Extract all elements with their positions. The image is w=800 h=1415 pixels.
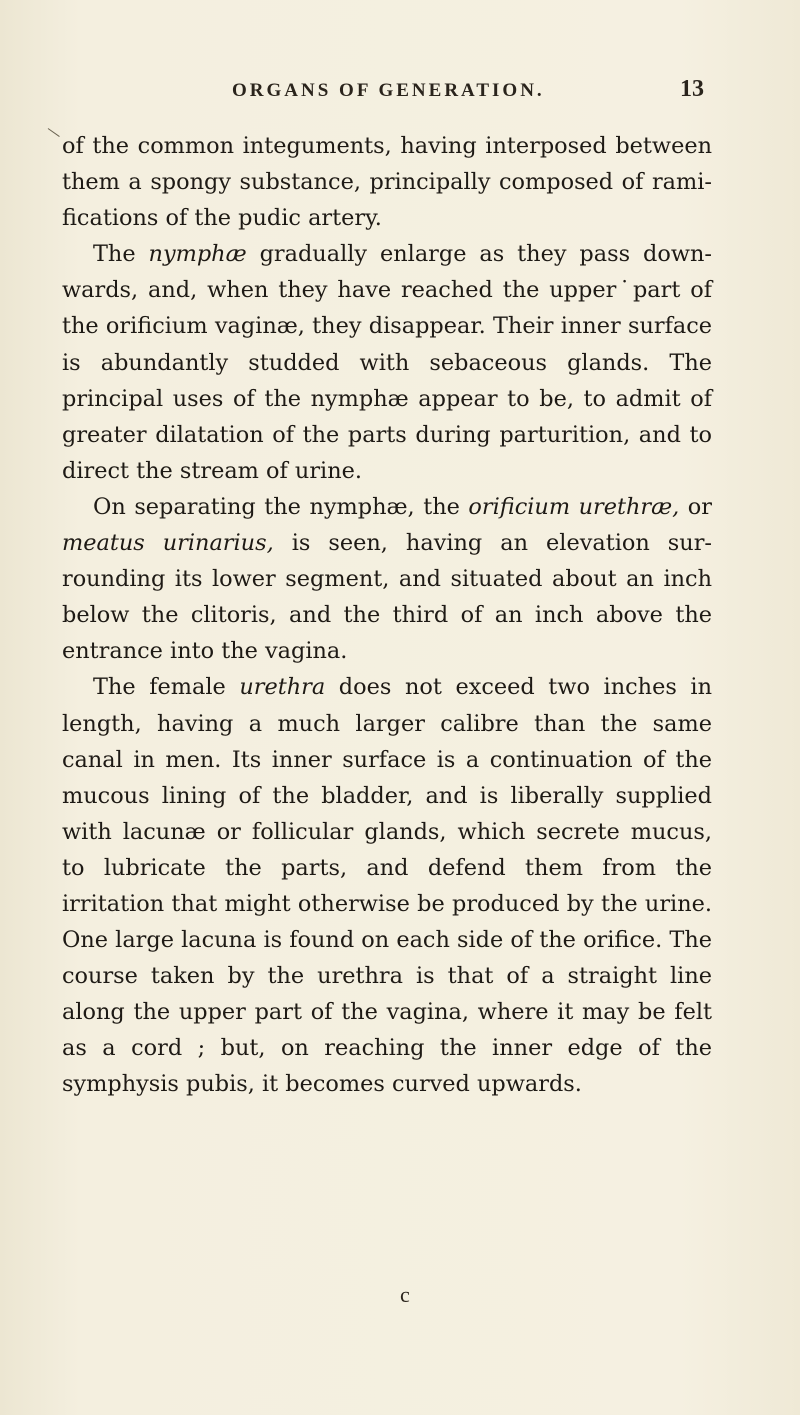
paragraph-4-italic: urethra (239, 674, 326, 701)
paragraph-3 (62, 489, 712, 669)
paragraph-4-text: The female (93, 674, 240, 701)
paragraph-1-text: of the common integuments, having interposed between them a spongy substance, principally composed of ramifications of the pudic artery. (62, 133, 712, 232)
paragraph-3-text: is seen, having an elevation surrounding its lower segment, and situated about an inch below the clitoris, and the third of an inch above the entrance into the vagina. (62, 530, 712, 665)
corner-mark (48, 128, 60, 137)
paragraph-1 (62, 128, 712, 236)
body-text (62, 128, 712, 1103)
paragraph-4-text: does not exceed two inches in length, having a much larger calibre than the same canal in men. Its inner surface is a continuation of the mucous lining of the bladder, and is liberally supplied with lacunæ or follicular glands, which secrete mucus, to lubricate the parts, and defend them from the irritation that might otherwise be produced by the urine. One large lacuna is found on each side of the orifice. The course taken by the urethra is that of a straight line along the upper part of the vagina, where it may be felt as a cord ; but, on reaching the inner edge of the symphysis pubis, it becomes curved upwards. (62, 674, 713, 1098)
paragraph-2-text: The (93, 241, 149, 268)
paragraph-2-italic: nymphæ (148, 241, 247, 268)
paragraph-4 (62, 669, 712, 1102)
paragraph-2 (62, 236, 712, 489)
running-head: ORGANS OF GENERATION. (232, 80, 545, 101)
paragraph-3-italic: meatus urinarius, (62, 530, 274, 557)
paragraph-2-text: gradually enlarge as they pass downwards, and, when they have reached the upper˙part of the orificium vaginæ, they disappear. Their inner surface is abundantly studded with sebaceous glands. The principal uses of the nymphæ appear to be, to admit of greater dilatation of the parts during parturition, and to direct the stream of urine. (62, 241, 712, 484)
paragraph-3-text: or (679, 493, 712, 520)
paragraph-3-text: On separating the nymphæ, the (93, 493, 469, 520)
page-number: 13 (680, 76, 704, 102)
signature-mark: c (400, 1282, 410, 1307)
paragraph-3-italic: orificium urethræ, (468, 493, 680, 520)
